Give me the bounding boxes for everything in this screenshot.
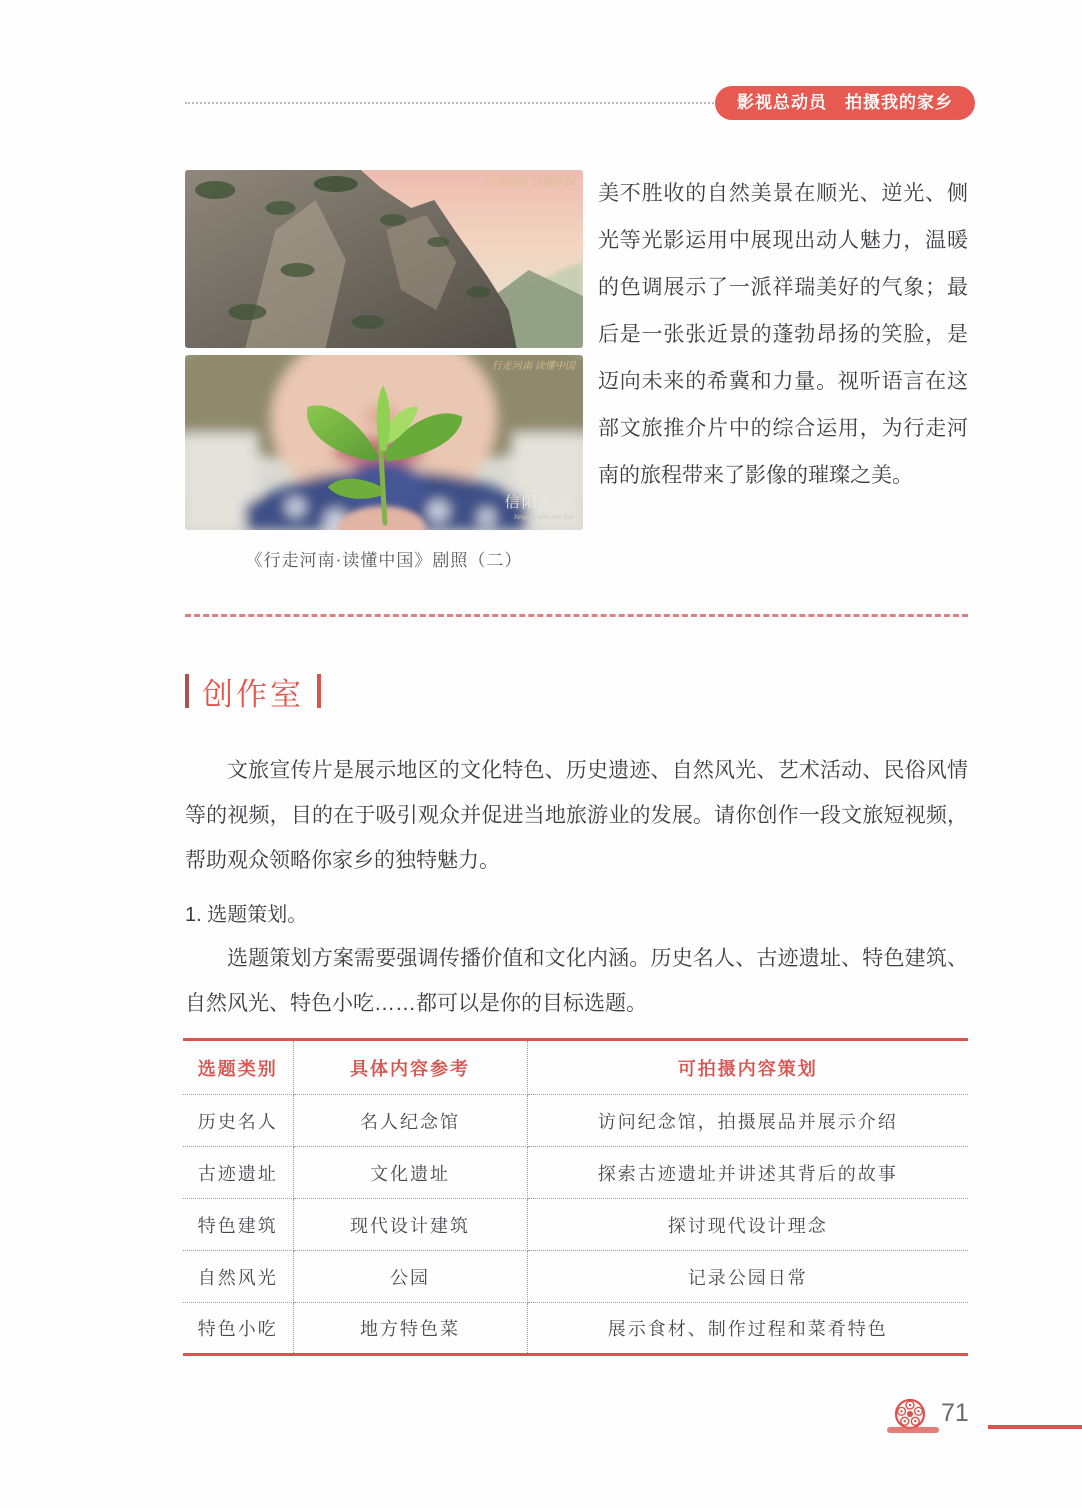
table-cell: 历史名人 [183,1095,293,1147]
topic-table-body [183,1095,968,1355]
table-cell: 探讨现代设计理念 [527,1199,968,1251]
section-title: 创作室 [202,676,304,712]
still-photo-mountain [185,170,583,348]
still-photo-tea [185,355,583,530]
table-cell: 记录公园日常 [527,1251,968,1303]
photo2-label: 信阳毛尖 [504,495,573,511]
section-heading [185,668,321,714]
intro-paragraph: 美不胜收的自然美景在顺光、逆光、侧光等光影运用中展现出动人魅力，温暖的色调展示了一派祥瑞美好的气象；最后是一张张近景的蓬勃昂扬的笑脸，是迈向未来的希冀和力量。视听语言在这部文旅推介片中的综合运用，为行走河南的旅程带来了影像的璀璨之美。 [598,182,968,487]
tea-leaf-graphic [185,355,583,530]
photo-column [185,170,583,571]
table-row [183,1095,968,1147]
page-header [185,86,975,122]
page-number: 71 [941,1399,969,1427]
reel-underline [887,1427,939,1433]
table-row [183,1199,968,1251]
mountain-graphic [185,170,583,348]
table-cell: 探索古迹遗址并讲述其背后的故事 [527,1147,968,1199]
photo2-sublabel: Xinyang Mao Jian Tea [513,515,573,521]
table-row [183,1147,968,1199]
table-cell: 特色小吃 [183,1303,293,1355]
photo1-watermark: 行走河南 读懂中国 [483,177,575,189]
table-cell: 展示食材、制作过程和菜肴特色 [607,1319,888,1339]
table-cell: 古迹遗址 [183,1147,293,1199]
table-cell: 自然风光 [183,1251,293,1303]
table-header-cell: 具体内容参考 [293,1040,527,1095]
photo-caption: 《行走河南·读懂中国》剧照（二） [245,551,523,570]
heading-left-bar [185,674,189,708]
photo2-watermark: 行走河南 读懂中国 [491,361,575,372]
table-cell: 名人纪念馆 [293,1095,527,1147]
creation-intro-paragraph: 文旅宣传片是展示地区的文化特色、历史遗迹、自然风光、艺术活动、民俗风情等的视频，目的在于吸引观众并促进当地旅游业的发展。请你创作一段文旅短视频，帮助观众领略你家乡的独特魅力。 [185,759,968,872]
item-1-title: 1. 选题策划。 [185,904,308,926]
table-cell: 特色建筑 [183,1199,293,1251]
film-reel-icon [893,1397,927,1431]
table-cell: 公园 [293,1251,527,1303]
table-cell: 访问纪念馆，拍摄展品并展示介绍 [527,1095,968,1147]
topic-table [183,1038,968,1356]
table-cell: 地方特色菜 [293,1303,527,1355]
table-header-row [183,1040,968,1095]
chapter-badge: 影视总动员 拍摄我的家乡 [715,86,975,120]
heading-right-bar [317,674,321,708]
table-cell: 现代设计建筑 [293,1199,527,1251]
table-header-cell: 选题类别 [183,1040,293,1095]
table-header-cell: 可拍摄内容策划 [527,1040,968,1095]
footer-line [988,1425,1082,1429]
section-divider [185,614,968,617]
table-row [183,1303,968,1355]
table-cell: 文化遗址 [293,1147,527,1199]
topic-planning-paragraph: 选题策划方案需要强调传播价值和文化内涵。历史名人、古迹遗址、特色建筑、自然风光、特色小吃……都可以是你的目标选题。 [185,947,968,1015]
header-dotted-line [185,102,733,104]
table-row [183,1251,968,1303]
page-footer [0,1396,1082,1448]
